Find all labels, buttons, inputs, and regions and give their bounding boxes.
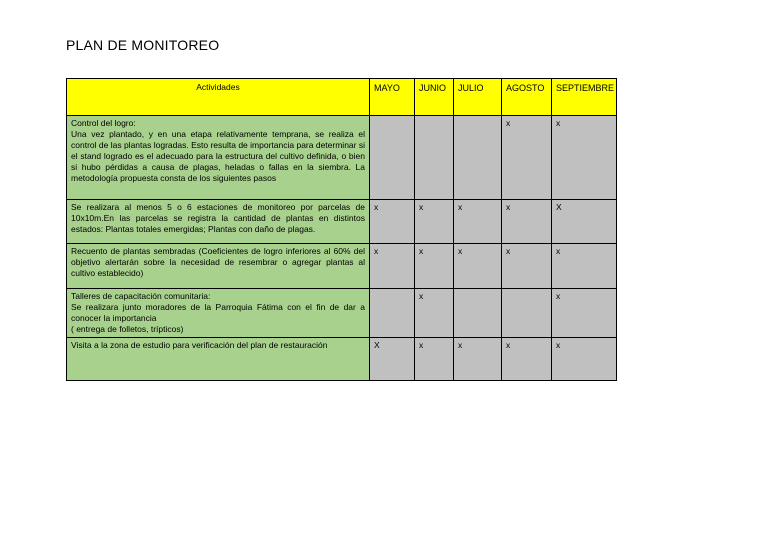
month-mark [454,289,502,338]
header-activities: Actividades [67,79,370,116]
activity-description [67,289,370,338]
month-mark: x [552,116,617,200]
month-mark: x [415,200,454,244]
activity-description [67,338,370,381]
month-mark: x [454,200,502,244]
activity-text: Visita a la zona de estudio para verificación del plan de restauración [71,340,328,350]
activity-text: Una vez plantado, y en una etapa relativamente temprana, se realiza el control de las plantas logradas. Esto resulta de importancia para determinar si el stand logrado es el adecuado para la estructura del cultivo definida, o bien si hubo pérdidas a causa de plagas, heladas o fallas en la siembra. La metodología propuesta consta de los siguientes pasos [71,129,365,183]
header-month: AGOSTO [502,79,552,116]
header-month: SEPTIEMBRE [552,79,617,116]
activity-title: Control del logro: [71,118,136,128]
table-row [67,289,617,338]
month-mark: x [370,200,415,244]
month-mark [370,289,415,338]
month-mark: x [552,338,617,381]
month-mark: x [502,338,552,381]
month-mark: x [552,244,617,289]
month-mark [370,116,415,200]
month-mark: x [454,338,502,381]
page-title: PLAN DE MONITOREO [66,37,220,53]
header-month: JUNIO [415,79,454,116]
month-mark: x [502,116,552,200]
month-mark: x [415,338,454,381]
table-row [67,244,617,289]
header-month: JULIO [454,79,502,116]
activity-text: ( entrega de folletos, trípticos) [71,324,184,334]
activity-description [67,116,370,200]
table-row [67,338,617,381]
activity-description [67,244,370,289]
activity-text: Se realizara junto moradores de la Parroquia Fátima con el fin de dar a conocer la importancia [71,302,365,323]
table-row [67,116,617,200]
monitoring-plan-table [66,78,617,381]
month-mark: x [454,244,502,289]
activity-text: Recuento de plantas sembradas (Coeficientes de logro inferiores al 60% del objetivo alertarán sobre la necesidad de resembrar o agregar plantas al cultivo establecido) [71,246,365,278]
month-mark: x [370,244,415,289]
header-month: MAYO [370,79,415,116]
month-mark: X [552,200,617,244]
activity-title: Talleres de capacitación comunitaria: [71,291,211,301]
month-mark: x [552,289,617,338]
month-mark: x [502,244,552,289]
table-row [67,200,617,244]
table-header-row [67,79,617,116]
month-mark: x [502,200,552,244]
month-mark [415,116,454,200]
month-mark: x [415,244,454,289]
month-mark: x [415,289,454,338]
month-mark: X [370,338,415,381]
month-mark [502,289,552,338]
month-mark [454,116,502,200]
activity-description [67,200,370,244]
activity-text: Se realizara al menos 5 o 6 estaciones de monitoreo por parcelas de 10x10m.En las parcelas se registra la cantidad de plantas en distintos estados: Plantas totales emergidas; Plantas con daño de plagas. [71,202,365,234]
